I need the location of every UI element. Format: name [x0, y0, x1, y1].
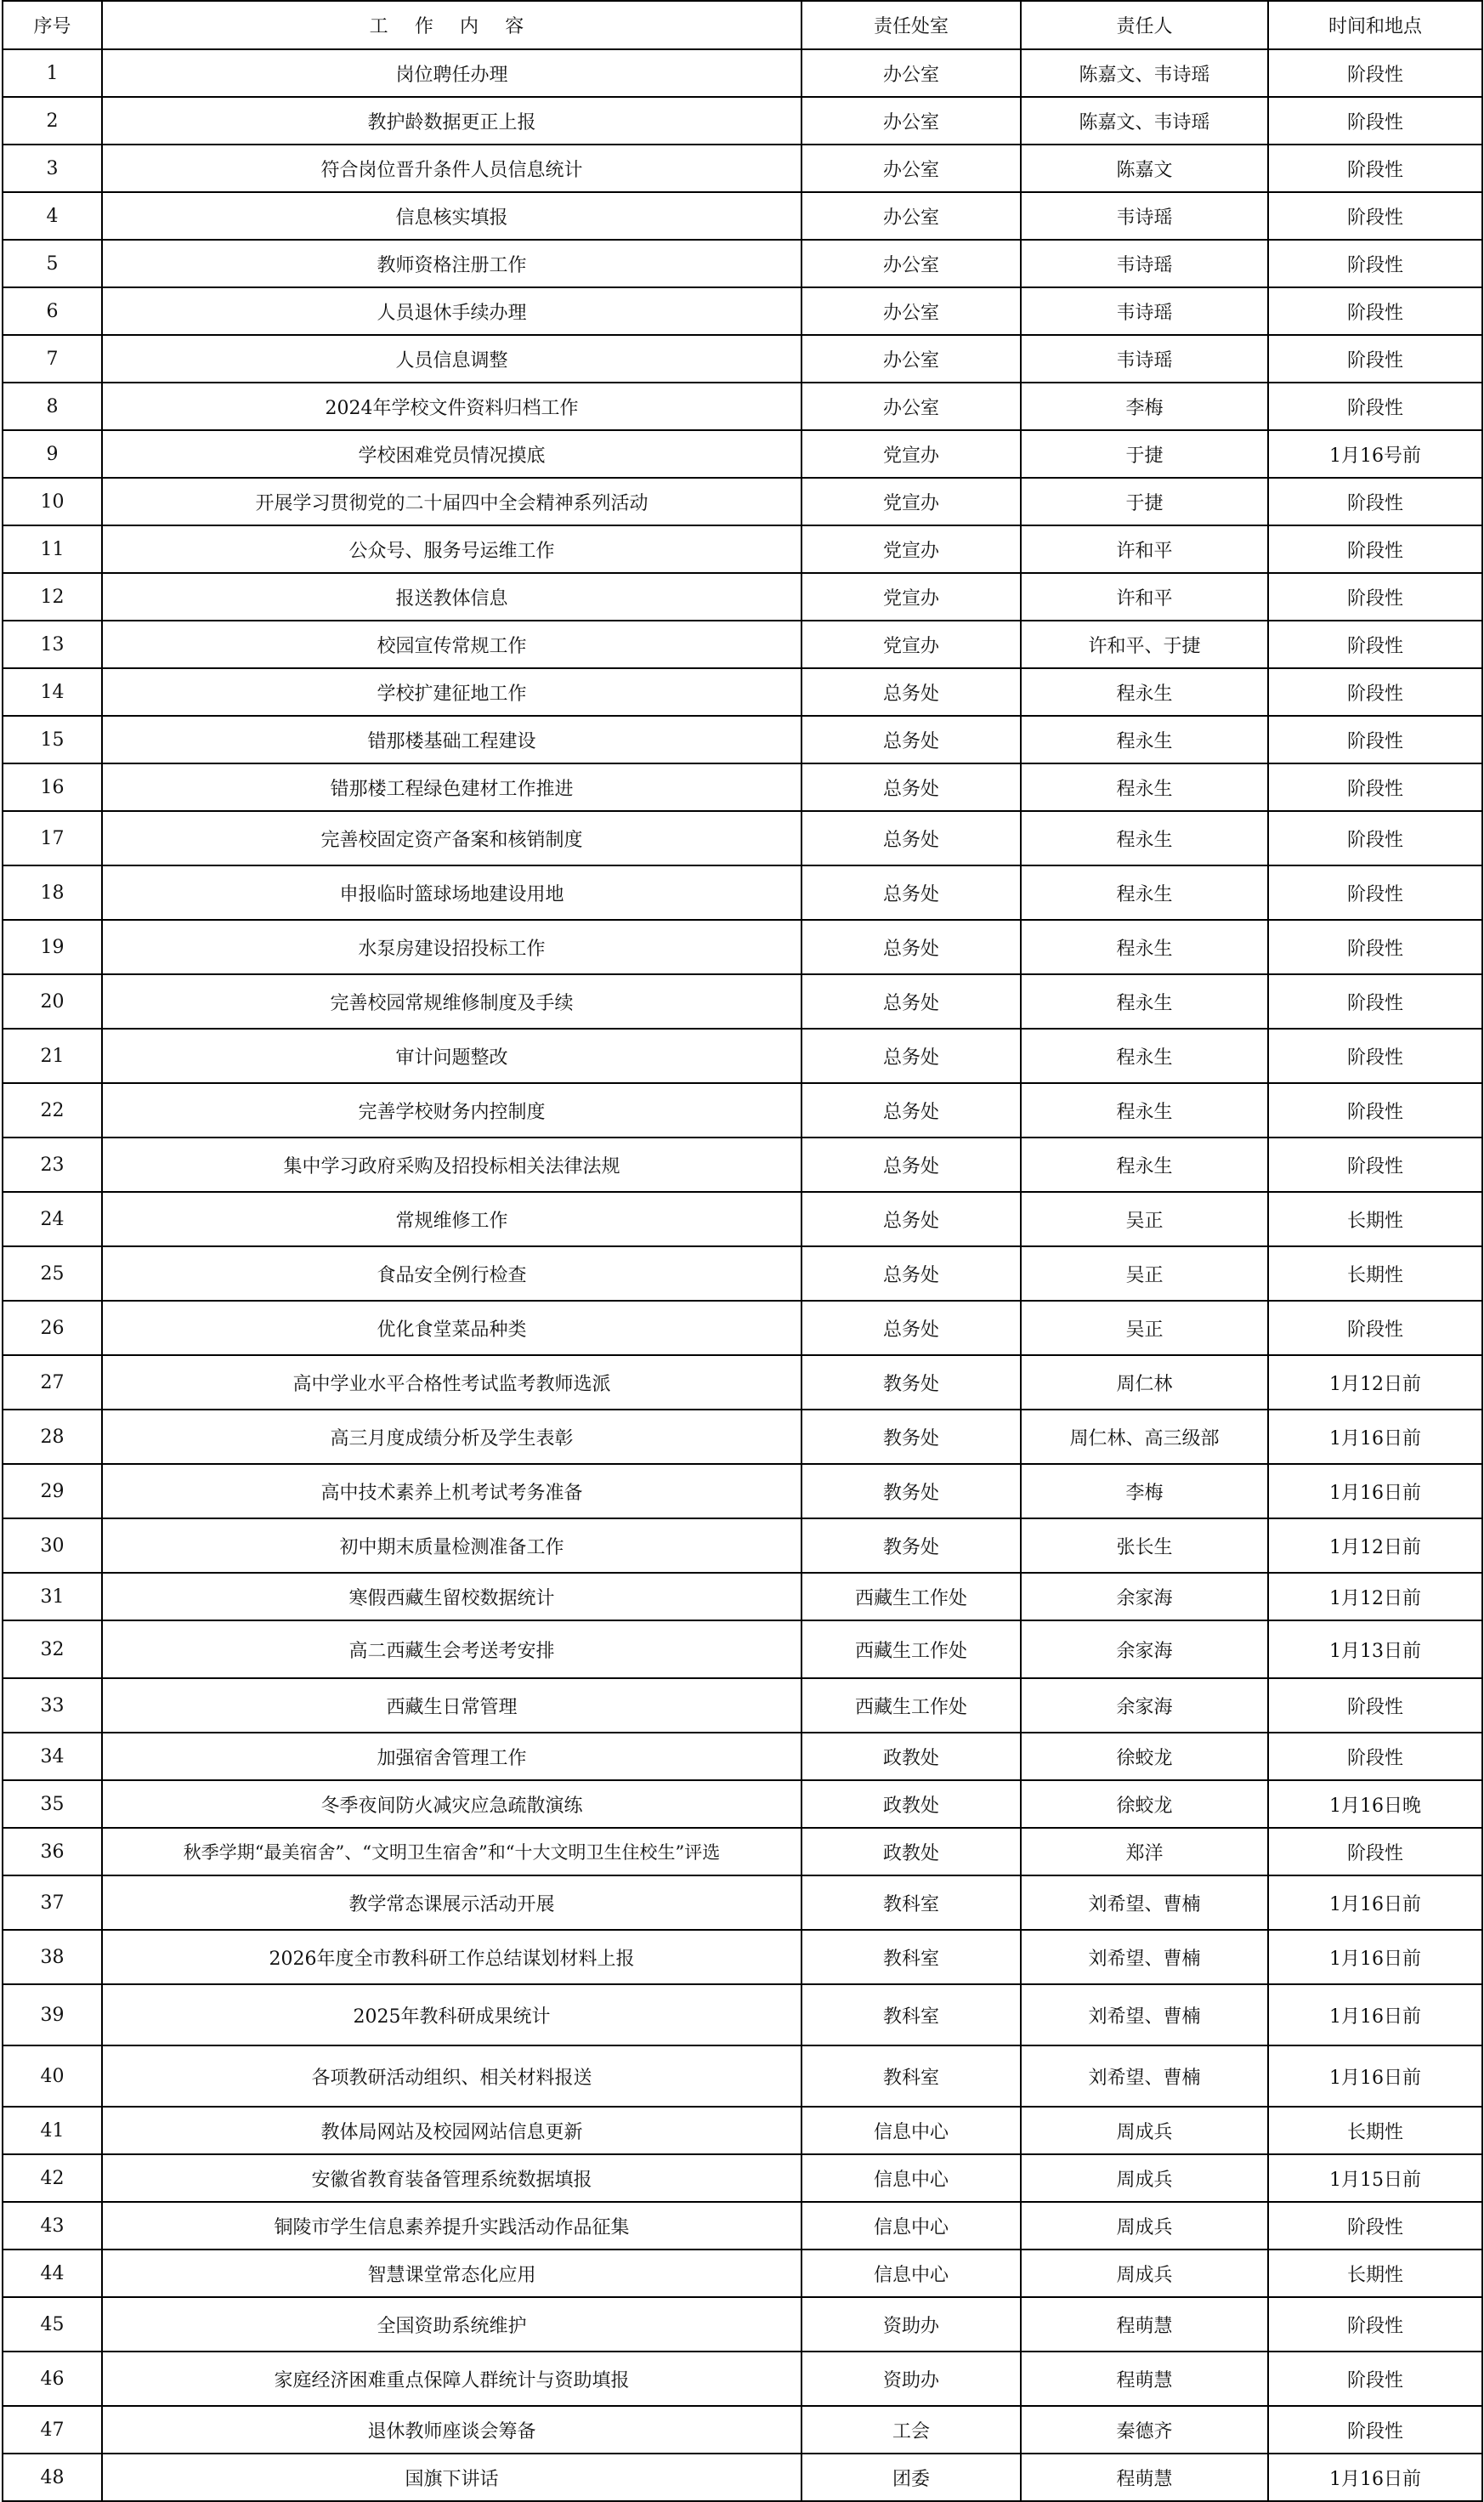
cell-person: 徐蛟龙 — [1021, 1733, 1268, 1780]
cell-content: 寒假西藏生留校数据统计 — [102, 1573, 801, 1620]
cell-content: 教护龄数据更正上报 — [102, 97, 801, 145]
table-row — [3, 1930, 1482, 1984]
cell-dept: 总务处 — [801, 1192, 1021, 1246]
cell-time: 阶段性 — [1268, 383, 1482, 430]
cell-time: 阶段性 — [1268, 1828, 1482, 1875]
cell-content: 完善学校财务内控制度 — [102, 1083, 801, 1138]
cell-content: 审计问题整改 — [102, 1029, 801, 1083]
cell-no: 18 — [3, 865, 102, 920]
cell-no: 25 — [3, 1246, 102, 1301]
table-row — [3, 2297, 1482, 2352]
cell-dept: 办公室 — [801, 49, 1021, 97]
cell-dept: 党宣办 — [801, 573, 1021, 621]
cell-time: 长期性 — [1268, 1246, 1482, 1301]
cell-no: 41 — [3, 2107, 102, 2154]
cell-no: 9 — [3, 430, 102, 478]
cell-no: 1 — [3, 49, 102, 97]
cell-no: 47 — [3, 2406, 102, 2454]
cell-dept: 办公室 — [801, 192, 1021, 240]
cell-person: 程永生 — [1021, 763, 1268, 811]
table-row — [3, 240, 1482, 287]
cell-person: 程萌慧 — [1021, 2352, 1268, 2406]
cell-dept: 总务处 — [801, 1138, 1021, 1192]
cell-dept: 党宣办 — [801, 525, 1021, 573]
cell-person: 余家海 — [1021, 1620, 1268, 1678]
table-row — [3, 2406, 1482, 2454]
cell-no: 13 — [3, 621, 102, 668]
cell-person: 吴正 — [1021, 1192, 1268, 1246]
cell-person: 刘希望、曹楠 — [1021, 1875, 1268, 1930]
cell-content: 公众号、服务号运维工作 — [102, 525, 801, 573]
cell-person: 程永生 — [1021, 668, 1268, 716]
cell-content: 全国资助系统维护 — [102, 2297, 801, 2352]
table-row — [3, 383, 1482, 430]
cell-person: 李梅 — [1021, 1464, 1268, 1518]
cell-no: 19 — [3, 920, 102, 974]
cell-no: 37 — [3, 1875, 102, 1930]
cell-time: 阶段性 — [1268, 478, 1482, 525]
cell-content: 2025年教科研成果统计 — [102, 1984, 801, 2045]
table-row — [3, 1083, 1482, 1138]
cell-time: 1月15日前 — [1268, 2154, 1482, 2202]
cell-content: 西藏生日常管理 — [102, 1678, 801, 1733]
cell-time: 1月16日前 — [1268, 1410, 1482, 1464]
table-row — [3, 430, 1482, 478]
cell-content: 初中期末质量检测准备工作 — [102, 1518, 801, 1573]
cell-dept: 总务处 — [801, 920, 1021, 974]
cell-dept: 党宣办 — [801, 478, 1021, 525]
cell-time: 阶段性 — [1268, 2352, 1482, 2406]
cell-person: 程永生 — [1021, 1083, 1268, 1138]
table-row — [3, 865, 1482, 920]
cell-no: 31 — [3, 1573, 102, 1620]
cell-person: 程永生 — [1021, 920, 1268, 974]
cell-person: 许和平 — [1021, 525, 1268, 573]
cell-content: 开展学习贯彻党的二十届四中全会精神系列活动 — [102, 478, 801, 525]
cell-time: 阶段性 — [1268, 49, 1482, 97]
cell-no: 3 — [3, 145, 102, 192]
table-row — [3, 811, 1482, 865]
cell-person: 周仁林、高三级部 — [1021, 1410, 1268, 1464]
cell-person: 陈嘉文、韦诗瑶 — [1021, 97, 1268, 145]
cell-dept: 教科室 — [801, 1984, 1021, 2045]
cell-no: 39 — [3, 1984, 102, 2045]
table-row — [3, 2454, 1482, 2501]
cell-person: 刘希望、曹楠 — [1021, 1930, 1268, 1984]
cell-person: 程永生 — [1021, 811, 1268, 865]
table-header-row — [3, 1, 1482, 49]
table-row — [3, 2107, 1482, 2154]
table-body — [3, 49, 1482, 2501]
cell-no: 11 — [3, 525, 102, 573]
cell-time: 1月16日前 — [1268, 2045, 1482, 2107]
cell-content: 高中学业水平合格性考试监考教师选派 — [102, 1355, 801, 1410]
cell-person: 秦德齐 — [1021, 2406, 1268, 2454]
table-row — [3, 1464, 1482, 1518]
cell-person: 程永生 — [1021, 865, 1268, 920]
cell-time: 阶段性 — [1268, 668, 1482, 716]
cell-content: 教体局网站及校园网站信息更新 — [102, 2107, 801, 2154]
cell-time: 1月12日前 — [1268, 1355, 1482, 1410]
table-row — [3, 1828, 1482, 1875]
cell-no: 12 — [3, 573, 102, 621]
cell-person: 周成兵 — [1021, 2250, 1268, 2297]
cell-content: 各项教研活动组织、相关材料报送 — [102, 2045, 801, 2107]
table-row — [3, 1192, 1482, 1246]
cell-content: 优化食堂菜品种类 — [102, 1301, 801, 1355]
cell-content: 家庭经济困难重点保障人群统计与资助填报 — [102, 2352, 801, 2406]
cell-person: 吴正 — [1021, 1301, 1268, 1355]
cell-no: 14 — [3, 668, 102, 716]
cell-no: 2 — [3, 97, 102, 145]
cell-content: 加强宿舍管理工作 — [102, 1733, 801, 1780]
cell-time: 阶段性 — [1268, 865, 1482, 920]
cell-time: 阶段性 — [1268, 1029, 1482, 1083]
cell-dept: 资助办 — [801, 2297, 1021, 2352]
cell-person: 程永生 — [1021, 1138, 1268, 1192]
cell-no: 7 — [3, 335, 102, 383]
cell-content: 岗位聘任办理 — [102, 49, 801, 97]
cell-dept: 办公室 — [801, 287, 1021, 335]
table-row — [3, 1246, 1482, 1301]
header-no: 序号 — [3, 1, 102, 49]
table-row — [3, 1518, 1482, 1573]
cell-content: 学校扩建征地工作 — [102, 668, 801, 716]
cell-content: 符合岗位晋升条件人员信息统计 — [102, 145, 801, 192]
cell-content: 常规维修工作 — [102, 1192, 801, 1246]
cell-no: 16 — [3, 763, 102, 811]
header-time: 时间和地点 — [1268, 1, 1482, 49]
cell-person: 余家海 — [1021, 1678, 1268, 1733]
cell-no: 4 — [3, 192, 102, 240]
cell-person: 韦诗瑶 — [1021, 287, 1268, 335]
cell-content: 退休教师座谈会筹备 — [102, 2406, 801, 2454]
cell-person: 许和平 — [1021, 573, 1268, 621]
table-row — [3, 621, 1482, 668]
cell-time: 1月16日前 — [1268, 1875, 1482, 1930]
cell-person: 陈嘉文 — [1021, 145, 1268, 192]
cell-content: 错那楼工程绿色建材工作推进 — [102, 763, 801, 811]
cell-person: 吴正 — [1021, 1246, 1268, 1301]
cell-no: 26 — [3, 1301, 102, 1355]
cell-person: 李梅 — [1021, 383, 1268, 430]
table-row — [3, 2202, 1482, 2250]
cell-dept: 信息中心 — [801, 2154, 1021, 2202]
cell-time: 阶段性 — [1268, 1301, 1482, 1355]
cell-person: 周成兵 — [1021, 2202, 1268, 2250]
cell-no: 46 — [3, 2352, 102, 2406]
cell-person: 郑洋 — [1021, 1828, 1268, 1875]
cell-person: 周成兵 — [1021, 2154, 1268, 2202]
cell-time: 阶段性 — [1268, 1733, 1482, 1780]
cell-dept: 总务处 — [801, 1029, 1021, 1083]
cell-person: 程萌慧 — [1021, 2297, 1268, 2352]
cell-no: 30 — [3, 1518, 102, 1573]
table-row — [3, 2045, 1482, 2107]
cell-person: 徐蛟龙 — [1021, 1780, 1268, 1828]
cell-time: 阶段性 — [1268, 2406, 1482, 2454]
cell-time: 1月16日前 — [1268, 2454, 1482, 2501]
cell-time: 阶段性 — [1268, 240, 1482, 287]
cell-time: 阶段性 — [1268, 1138, 1482, 1192]
cell-dept: 总务处 — [801, 1301, 1021, 1355]
cell-no: 38 — [3, 1930, 102, 1984]
cell-time: 长期性 — [1268, 2107, 1482, 2154]
cell-no: 20 — [3, 974, 102, 1029]
cell-content: 2024年学校文件资料归档工作 — [102, 383, 801, 430]
cell-person: 韦诗瑶 — [1021, 192, 1268, 240]
cell-dept: 总务处 — [801, 974, 1021, 1029]
cell-no: 23 — [3, 1138, 102, 1192]
cell-time: 阶段性 — [1268, 97, 1482, 145]
cell-no: 33 — [3, 1678, 102, 1733]
cell-time: 长期性 — [1268, 2250, 1482, 2297]
cell-time: 阶段性 — [1268, 573, 1482, 621]
cell-content: 智慧课堂常态化应用 — [102, 2250, 801, 2297]
cell-no: 28 — [3, 1410, 102, 1464]
cell-dept: 政教处 — [801, 1733, 1021, 1780]
table-row — [3, 2352, 1482, 2406]
cell-person: 程永生 — [1021, 716, 1268, 763]
cell-time: 阶段性 — [1268, 145, 1482, 192]
table-row — [3, 1678, 1482, 1733]
cell-content: 秋季学期“最美宿舍”、“文明卫生宿舍”和“十大文明卫生住校生”评选 — [102, 1828, 801, 1875]
cell-person: 刘希望、曹楠 — [1021, 1984, 1268, 2045]
cell-content: 铜陵市学生信息素养提升实践活动作品征集 — [102, 2202, 801, 2250]
cell-content: 学校困难党员情况摸底 — [102, 430, 801, 478]
table-row — [3, 1029, 1482, 1083]
cell-content: 申报临时篮球场地建设用地 — [102, 865, 801, 920]
cell-dept: 西藏生工作处 — [801, 1620, 1021, 1678]
table-row — [3, 1620, 1482, 1678]
cell-person: 于捷 — [1021, 430, 1268, 478]
cell-time: 长期性 — [1268, 1192, 1482, 1246]
cell-dept: 办公室 — [801, 335, 1021, 383]
table-row — [3, 763, 1482, 811]
table-row — [3, 1573, 1482, 1620]
cell-person: 许和平、于捷 — [1021, 621, 1268, 668]
cell-dept: 办公室 — [801, 383, 1021, 430]
cell-dept: 总务处 — [801, 716, 1021, 763]
table-row — [3, 974, 1482, 1029]
cell-time: 1月16日前 — [1268, 1930, 1482, 1984]
cell-dept: 信息中心 — [801, 2107, 1021, 2154]
cell-dept: 总务处 — [801, 811, 1021, 865]
cell-dept: 信息中心 — [801, 2250, 1021, 2297]
cell-dept: 教务处 — [801, 1355, 1021, 1410]
cell-dept: 教务处 — [801, 1518, 1021, 1573]
cell-time: 阶段性 — [1268, 335, 1482, 383]
cell-content: 信息核实填报 — [102, 192, 801, 240]
cell-time: 阶段性 — [1268, 920, 1482, 974]
cell-no: 32 — [3, 1620, 102, 1678]
cell-dept: 办公室 — [801, 145, 1021, 192]
table-row — [3, 920, 1482, 974]
cell-time: 阶段性 — [1268, 525, 1482, 573]
cell-no: 21 — [3, 1029, 102, 1083]
cell-content: 2026年度全市教科研工作总结谋划材料上报 — [102, 1930, 801, 1984]
cell-content: 教师资格注册工作 — [102, 240, 801, 287]
cell-time: 1月16日晚 — [1268, 1780, 1482, 1828]
cell-no: 45 — [3, 2297, 102, 2352]
cell-no: 24 — [3, 1192, 102, 1246]
table-row — [3, 2250, 1482, 2297]
cell-time: 1月12日前 — [1268, 1573, 1482, 1620]
cell-content: 教学常态课展示活动开展 — [102, 1875, 801, 1930]
table-row — [3, 1138, 1482, 1192]
cell-content: 人员信息调整 — [102, 335, 801, 383]
cell-content: 报送教体信息 — [102, 573, 801, 621]
cell-time: 阶段性 — [1268, 1678, 1482, 1733]
cell-content: 人员退休手续办理 — [102, 287, 801, 335]
cell-time: 阶段性 — [1268, 811, 1482, 865]
table-row — [3, 573, 1482, 621]
table-row — [3, 192, 1482, 240]
cell-person: 陈嘉文、韦诗瑶 — [1021, 49, 1268, 97]
cell-no: 43 — [3, 2202, 102, 2250]
cell-dept: 教科室 — [801, 1930, 1021, 1984]
cell-time: 1月16日前 — [1268, 1464, 1482, 1518]
table-row — [3, 2154, 1482, 2202]
cell-dept: 政教处 — [801, 1828, 1021, 1875]
cell-person: 程永生 — [1021, 974, 1268, 1029]
cell-time: 阶段性 — [1268, 1083, 1482, 1138]
cell-dept: 教务处 — [801, 1410, 1021, 1464]
cell-no: 22 — [3, 1083, 102, 1138]
cell-person: 张长生 — [1021, 1518, 1268, 1573]
cell-content: 安徽省教育装备管理系统数据填报 — [102, 2154, 801, 2202]
cell-person: 刘希望、曹楠 — [1021, 2045, 1268, 2107]
cell-no: 15 — [3, 716, 102, 763]
cell-no: 44 — [3, 2250, 102, 2297]
header-content: 工 作 内 容 — [102, 1, 801, 49]
cell-dept: 信息中心 — [801, 2202, 1021, 2250]
table-row — [3, 1301, 1482, 1355]
cell-content: 校园宣传常规工作 — [102, 621, 801, 668]
table-row — [3, 145, 1482, 192]
cell-dept: 政教处 — [801, 1780, 1021, 1828]
cell-time: 阶段性 — [1268, 2297, 1482, 2352]
cell-no: 34 — [3, 1733, 102, 1780]
cell-content: 食品安全例行检查 — [102, 1246, 801, 1301]
table-row — [3, 668, 1482, 716]
cell-dept: 党宣办 — [801, 621, 1021, 668]
table-row — [3, 1984, 1482, 2045]
cell-dept: 党宣办 — [801, 430, 1021, 478]
table-row — [3, 335, 1482, 383]
table-row — [3, 1733, 1482, 1780]
table-row — [3, 478, 1482, 525]
cell-dept: 团委 — [801, 2454, 1021, 2501]
cell-no: 8 — [3, 383, 102, 430]
cell-dept: 总务处 — [801, 763, 1021, 811]
cell-no: 5 — [3, 240, 102, 287]
cell-person: 程永生 — [1021, 1029, 1268, 1083]
work-schedule-table — [2, 0, 1483, 2502]
table-row — [3, 49, 1482, 97]
cell-time: 阶段性 — [1268, 974, 1482, 1029]
cell-content: 国旗下讲话 — [102, 2454, 801, 2501]
table-row — [3, 716, 1482, 763]
table-row — [3, 287, 1482, 335]
cell-person: 余家海 — [1021, 1573, 1268, 1620]
cell-no: 42 — [3, 2154, 102, 2202]
cell-time: 阶段性 — [1268, 287, 1482, 335]
cell-content: 冬季夜间防火减灾应急疏散演练 — [102, 1780, 801, 1828]
cell-time: 阶段性 — [1268, 2202, 1482, 2250]
table-row — [3, 1875, 1482, 1930]
cell-dept: 办公室 — [801, 97, 1021, 145]
table-row — [3, 1780, 1482, 1828]
header-person: 责任人 — [1021, 1, 1268, 49]
header-dept: 责任处室 — [801, 1, 1021, 49]
cell-dept: 办公室 — [801, 240, 1021, 287]
cell-time: 阶段性 — [1268, 621, 1482, 668]
cell-no: 6 — [3, 287, 102, 335]
cell-time: 1月13日前 — [1268, 1620, 1482, 1678]
cell-dept: 教科室 — [801, 1875, 1021, 1930]
cell-dept: 教务处 — [801, 1464, 1021, 1518]
cell-no: 10 — [3, 478, 102, 525]
cell-time: 1月16号前 — [1268, 430, 1482, 478]
table-row — [3, 1410, 1482, 1464]
cell-content: 高二西藏生会考送考安排 — [102, 1620, 801, 1678]
cell-person: 程萌慧 — [1021, 2454, 1268, 2501]
cell-no: 29 — [3, 1464, 102, 1518]
cell-content: 水泵房建设招投标工作 — [102, 920, 801, 974]
cell-dept: 西藏生工作处 — [801, 1678, 1021, 1733]
cell-no: 36 — [3, 1828, 102, 1875]
cell-dept: 总务处 — [801, 1246, 1021, 1301]
cell-time: 1月16日前 — [1268, 1984, 1482, 2045]
cell-content: 错那楼基础工程建设 — [102, 716, 801, 763]
table-row — [3, 525, 1482, 573]
cell-dept: 教科室 — [801, 2045, 1021, 2107]
cell-no: 48 — [3, 2454, 102, 2501]
cell-no: 27 — [3, 1355, 102, 1410]
cell-dept: 工会 — [801, 2406, 1021, 2454]
cell-content: 高中技术素养上机考试考务准备 — [102, 1464, 801, 1518]
cell-person: 周成兵 — [1021, 2107, 1268, 2154]
cell-dept: 总务处 — [801, 1083, 1021, 1138]
cell-no: 17 — [3, 811, 102, 865]
cell-person: 周仁林 — [1021, 1355, 1268, 1410]
cell-dept: 西藏生工作处 — [801, 1573, 1021, 1620]
cell-person: 韦诗瑶 — [1021, 240, 1268, 287]
cell-no: 35 — [3, 1780, 102, 1828]
cell-time: 阶段性 — [1268, 763, 1482, 811]
cell-content: 高三月度成绩分析及学生表彰 — [102, 1410, 801, 1464]
table-row — [3, 1355, 1482, 1410]
cell-no: 40 — [3, 2045, 102, 2107]
cell-dept: 资助办 — [801, 2352, 1021, 2406]
cell-content: 完善校园常规维修制度及手续 — [102, 974, 801, 1029]
cell-content: 集中学习政府采购及招投标相关法律法规 — [102, 1138, 801, 1192]
cell-dept: 总务处 — [801, 668, 1021, 716]
cell-time: 1月12日前 — [1268, 1518, 1482, 1573]
cell-dept: 总务处 — [801, 865, 1021, 920]
cell-person: 韦诗瑶 — [1021, 335, 1268, 383]
cell-person: 于捷 — [1021, 478, 1268, 525]
cell-content: 完善校固定资产备案和核销制度 — [102, 811, 801, 865]
cell-time: 阶段性 — [1268, 192, 1482, 240]
cell-time: 阶段性 — [1268, 716, 1482, 763]
table-row — [3, 97, 1482, 145]
